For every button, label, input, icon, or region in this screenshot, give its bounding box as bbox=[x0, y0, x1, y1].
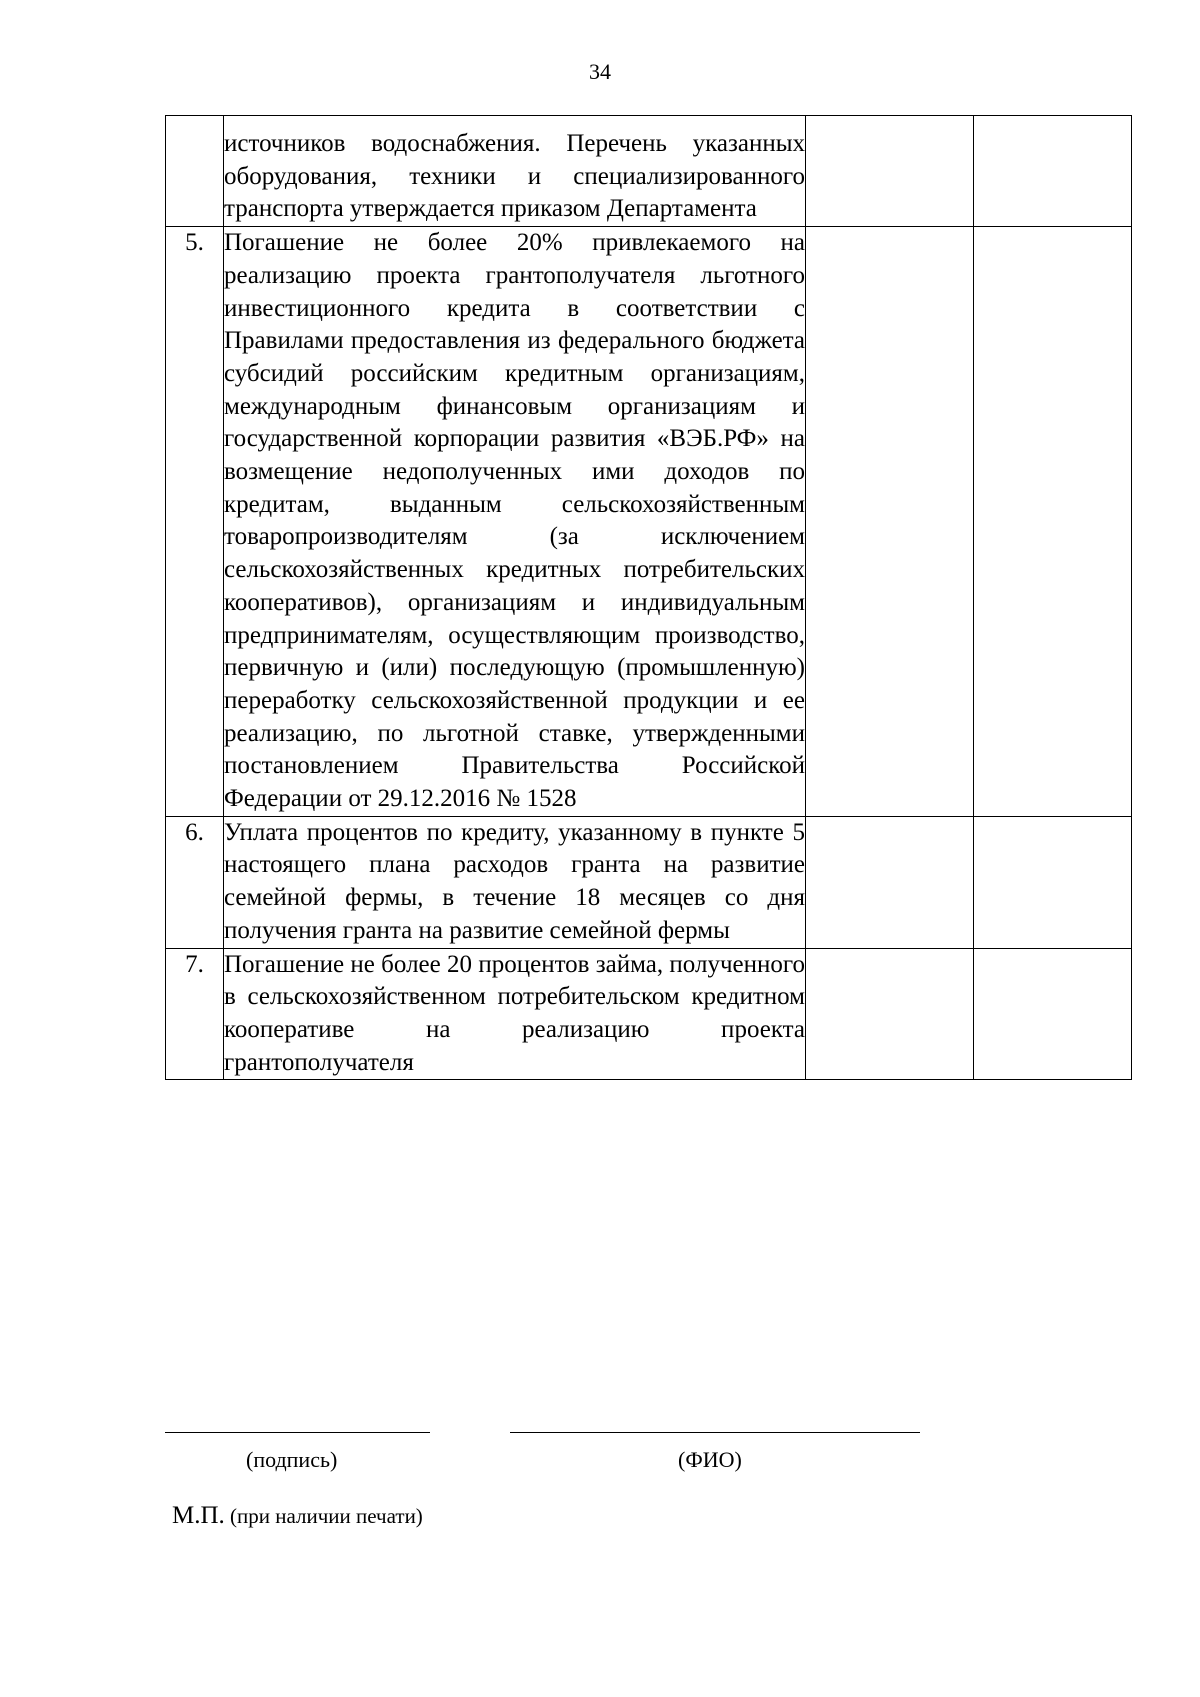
row-description: Уплата процентов по кредиту, указанному в пункте 5 настоящего плана расходов гранта на развитие семейной фермы, в течение 18 месяцев со дня получения гранта на развитие семейной фермы bbox=[224, 816, 806, 948]
name-line bbox=[510, 1432, 920, 1433]
row-number: 5. bbox=[166, 227, 224, 817]
table-row bbox=[166, 816, 1132, 948]
row-description: Погашение не более 20 процентов займа, полученного в сельскохозяйственном потребительском кредитном кооперативе на реализацию проекта грантополучателя bbox=[224, 948, 806, 1080]
empty-cell bbox=[806, 948, 974, 1080]
row-description: Погашение не более 20% привлекаемого на реализацию проекта грантополучателя льготного инвестиционного кредита в соответствии с Правилами предоставления из федерального бюджета субсидий российским кредитным организациям, международным финансовым организациям и государственной корпорации развития «ВЭБ.РФ» на возмещение недополученных ими доходов по кредитам, выданным сельскохозяйственным товаропроизводителям (за исключением сельскохозяйственных кредитных потребительских кооперативов), организациям и индивидуальным предпринимателям, осуществляющим производство, первичную и (или) последующую (промышленную) переработку сельскохозяйственной продукции и ее реализацию, по льготной ставке, утвержденными постановлением Правительства Российской Федерации от 29.12.2016 № 1528 bbox=[224, 227, 806, 817]
signature-caption: (подпись) bbox=[246, 1447, 338, 1472]
empty-cell bbox=[974, 816, 1132, 948]
row-number bbox=[166, 116, 224, 227]
empty-cell bbox=[806, 816, 974, 948]
row-number: 6. bbox=[166, 816, 224, 948]
stamp-note: (при наличии печати) bbox=[224, 1504, 423, 1528]
table-row bbox=[166, 227, 1132, 817]
name-caption: (ФИО) bbox=[678, 1447, 742, 1472]
empty-cell bbox=[806, 227, 974, 817]
table-row bbox=[166, 116, 1132, 227]
row-number: 7. bbox=[166, 948, 224, 1080]
signature-line bbox=[165, 1432, 430, 1433]
empty-cell bbox=[974, 948, 1132, 1080]
row-description: источников водоснабжения. Перечень указанных оборудования, техники и специализированного транспорта утверждается приказом Департамента bbox=[224, 116, 806, 227]
stamp-place bbox=[172, 1500, 423, 1535]
page-number: 34 bbox=[589, 59, 611, 84]
empty-cell bbox=[806, 116, 974, 227]
expense-plan-table bbox=[165, 115, 1132, 1080]
table-row bbox=[166, 948, 1132, 1080]
empty-cell bbox=[974, 116, 1132, 227]
empty-cell bbox=[974, 227, 1132, 817]
stamp-label: М.П. bbox=[172, 1502, 225, 1529]
